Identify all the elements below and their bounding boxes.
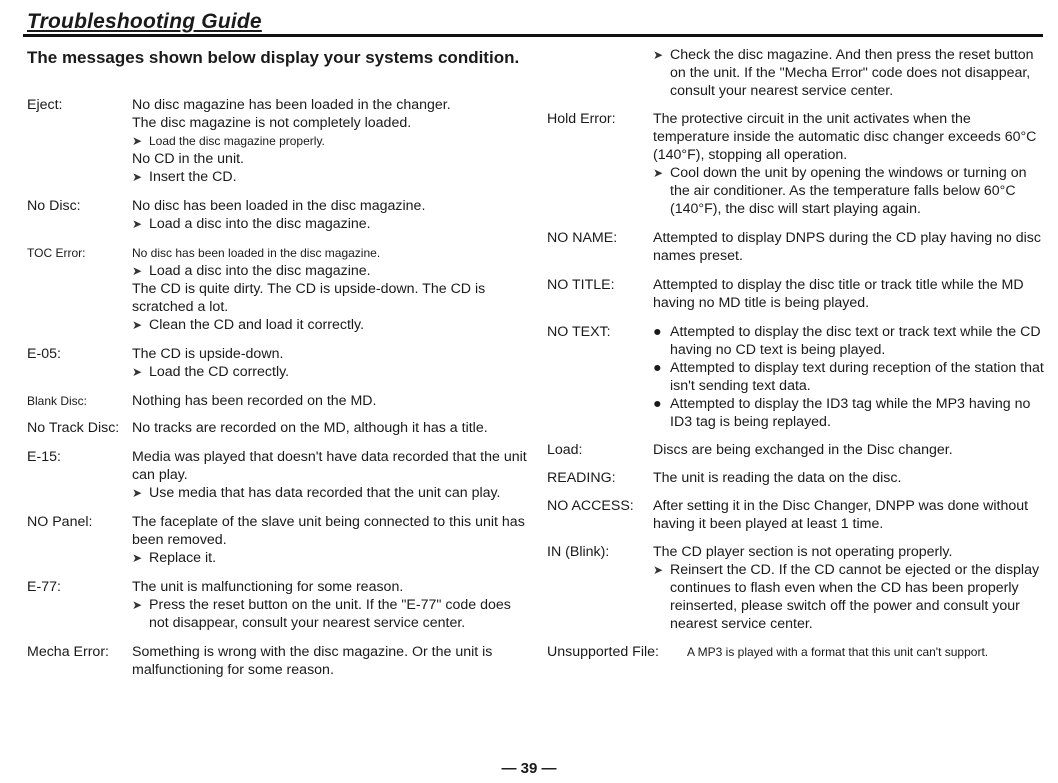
arrow-right-icon: ➤ <box>132 264 143 278</box>
entry-description <box>653 276 1045 312</box>
description-line: Attempted to display the disc title or track title while the MD having no MD title is being played. <box>653 277 1024 311</box>
description-line: Nothing has been recorded on the MD. <box>132 393 377 409</box>
bullet-item <box>653 359 1045 395</box>
remedy-text: Clean the CD and load it correctly. <box>149 317 365 333</box>
description-line: No disc has been loaded in the disc magazine. <box>132 246 381 260</box>
arrow-right-icon: ➤ <box>132 134 143 148</box>
entry-term: Eject: <box>27 97 63 113</box>
bullet-icon: ● <box>653 324 662 340</box>
entry-term: READING: <box>547 470 616 486</box>
entry-term: Hold Error: <box>547 111 616 127</box>
title-rule <box>23 34 1043 37</box>
remedy <box>132 549 527 567</box>
description-line: The unit is reading the data on the disc. <box>653 470 902 486</box>
arrow-right-icon: ➤ <box>132 486 143 500</box>
description-line: The CD is quite dirty. The CD is upside-down. The CD is scratched a lot. <box>132 281 486 315</box>
remedy <box>653 164 1045 218</box>
remedy <box>653 46 1045 100</box>
entry-term: No Track Disc: <box>27 420 120 436</box>
remedy <box>132 596 527 632</box>
entry-description <box>653 229 1045 265</box>
remedy <box>132 132 527 150</box>
description-line: A MP3 is played with a format that this unit can't support. <box>687 645 989 659</box>
bullet-text: Attempted to display the disc text or track text while the CD having no CD text is being played. <box>670 324 1041 358</box>
arrow-right-icon: ➤ <box>132 551 143 565</box>
description-line: The faceplate of the slave unit being connected to this unit has been removed. <box>132 514 525 548</box>
remedy-text: Replace it. <box>149 550 217 566</box>
entry-description <box>132 419 527 437</box>
remedy-text: Load a disc into the disc magazine. <box>149 263 371 279</box>
entry-description <box>132 96 527 186</box>
bullet-text: Attempted to display the ID3 tag while the MP3 having no ID3 tag is being replayed. <box>670 396 1031 430</box>
entry-no-title <box>547 276 1045 312</box>
entry-term: E-77: <box>27 579 61 595</box>
entry-in-blink <box>547 543 1045 633</box>
remedy-text: Press the reset button on the unit. If the "E-77" code does not disappear, consult your nearest service center. <box>149 597 511 631</box>
entry-term: TOC Error: <box>27 246 86 260</box>
section-heading: The messages shown below display your systems condition. <box>27 48 520 67</box>
arrow-right-icon: ➤ <box>132 598 143 612</box>
entry-description <box>653 46 1045 100</box>
entry-load <box>547 441 1045 459</box>
left-column <box>27 96 527 679</box>
entry-term: E-05: <box>27 346 61 362</box>
entry-term: NO Panel: <box>27 514 93 530</box>
page-title: Troubleshooting Guide <box>27 10 262 33</box>
remedy <box>132 316 527 334</box>
entry-term: Load: <box>547 442 583 458</box>
entry-description <box>132 448 527 502</box>
remedy <box>132 484 527 502</box>
entry-e-15 <box>27 448 527 502</box>
description-line: Media was played that doesn't have data recorded that the unit can play. <box>132 449 527 483</box>
entry-term: E-15: <box>27 449 61 465</box>
entry-mecha-error-continued <box>547 46 1045 100</box>
arrow-right-icon: ➤ <box>132 170 143 184</box>
entry-term: IN (Blink): <box>547 544 610 560</box>
right-column <box>547 46 1045 661</box>
description-line: No disc magazine has been loaded in the changer. <box>132 97 451 113</box>
entry-no-name <box>547 229 1045 265</box>
bullet-icon: ● <box>653 396 662 412</box>
remedy-text: Reinsert the CD. If the CD cannot be ejected or the display continues to flash even when the CD has been properly reinserted, please switch off the power and consult your nearest service center. <box>670 562 1040 632</box>
remedy <box>132 168 527 186</box>
entry-no-text <box>547 323 1045 431</box>
arrow-right-icon: ➤ <box>132 365 143 379</box>
entry-e-05 <box>27 345 527 381</box>
entry-no-panel <box>27 513 527 567</box>
entry-description <box>653 323 1045 431</box>
remedy-text: Load a disc into the disc magazine. <box>149 216 371 232</box>
entry-no-track-disc <box>27 419 527 437</box>
entry-term: Unsupported File: <box>547 644 659 660</box>
description-line: After setting it in the Disc Changer, DNPP was done without having it been played at least 1 time. <box>653 498 1029 532</box>
remedy-text: Load the disc magazine properly. <box>149 134 325 148</box>
entry-description <box>653 441 1045 459</box>
description-line: The disc magazine is not completely loaded. <box>132 115 412 131</box>
entry-description <box>653 110 1045 218</box>
remedy-text: Use media that has data recorded that the unit can play. <box>149 485 501 501</box>
entry-description <box>132 345 527 381</box>
remedy-text: Load the CD correctly. <box>149 364 290 380</box>
description-line: Attempted to display DNPS during the CD play having no disc names preset. <box>653 230 1041 264</box>
remedy <box>132 262 527 280</box>
entry-no-access <box>547 497 1045 533</box>
remedy-text: Insert the CD. <box>149 169 237 185</box>
page-number: — 39 — <box>501 760 557 777</box>
entry-e-77 <box>27 578 527 632</box>
remedy <box>132 363 527 381</box>
description-line: The protective circuit in the unit activates when the temperature inside the automatic disc changer exceeds 60°C (140°F), stopping all operation. <box>653 111 1037 163</box>
description-line: Discs are being exchanged in the Disc changer. <box>653 442 953 458</box>
bullet-icon: ● <box>653 360 662 376</box>
remedy-text: Cool down the unit by opening the windows or turning on the air conditioner. As the temperature falls below 60°C (140°F), the disc will start playing again. <box>670 165 1027 217</box>
entry-description <box>132 197 527 233</box>
entry-description <box>132 392 527 410</box>
entry-term: NO ACCESS: <box>547 498 634 514</box>
description-line: Something is wrong with the disc magazine. Or the unit is malfunctioning for some reason. <box>132 644 493 678</box>
remedy <box>653 561 1045 633</box>
entry-description <box>687 643 1045 661</box>
entry-reading <box>547 469 1045 487</box>
description-line: No CD in the unit. <box>132 151 244 167</box>
bullet-item <box>653 323 1045 359</box>
entry-description <box>653 543 1045 633</box>
entry-description <box>132 643 527 679</box>
entry-hold-error <box>547 110 1045 218</box>
entry-description <box>132 513 527 567</box>
entry-term: NO NAME: <box>547 230 618 246</box>
arrow-right-icon: ➤ <box>132 217 143 231</box>
arrow-right-icon: ➤ <box>653 48 664 62</box>
entry-term: Blank Disc: <box>27 394 88 408</box>
arrow-right-icon: ➤ <box>132 318 143 332</box>
entry-term: Mecha Error: <box>27 644 109 660</box>
description-line: The CD player section is not operating properly. <box>653 544 953 560</box>
entry-blank-disc <box>27 392 527 410</box>
entry-description <box>653 469 1045 487</box>
entry-eject <box>27 96 527 186</box>
bullet-text: Attempted to display text during reception of the station that isn't sending text data. <box>670 360 1044 394</box>
entry-description <box>653 497 1045 533</box>
remedy <box>132 215 527 233</box>
bullet-item <box>653 395 1045 431</box>
arrow-right-icon: ➤ <box>653 166 664 180</box>
entry-unsupported-file <box>547 643 1045 661</box>
entry-description <box>132 578 527 632</box>
entry-term: No Disc: <box>27 198 81 214</box>
remedy-text: Check the disc magazine. And then press the reset button on the unit. If the "Mecha Error" code does not disappear, consult your nearest service center. <box>670 47 1034 99</box>
entry-description <box>132 244 527 334</box>
entry-term: NO TITLE: <box>547 277 615 293</box>
description-line: The unit is malfunctioning for some reason. <box>132 579 404 595</box>
entry-mecha-error <box>27 643 527 679</box>
entry-term: NO TEXT: <box>547 324 611 340</box>
arrow-right-icon: ➤ <box>653 563 664 577</box>
description-line: No tracks are recorded on the MD, although it has a title. <box>132 420 488 436</box>
description-line: The CD is upside-down. <box>132 346 284 362</box>
entry-toc-error <box>27 244 527 334</box>
description-line: No disc has been loaded in the disc magazine. <box>132 198 426 214</box>
entry-no-disc <box>27 197 527 233</box>
